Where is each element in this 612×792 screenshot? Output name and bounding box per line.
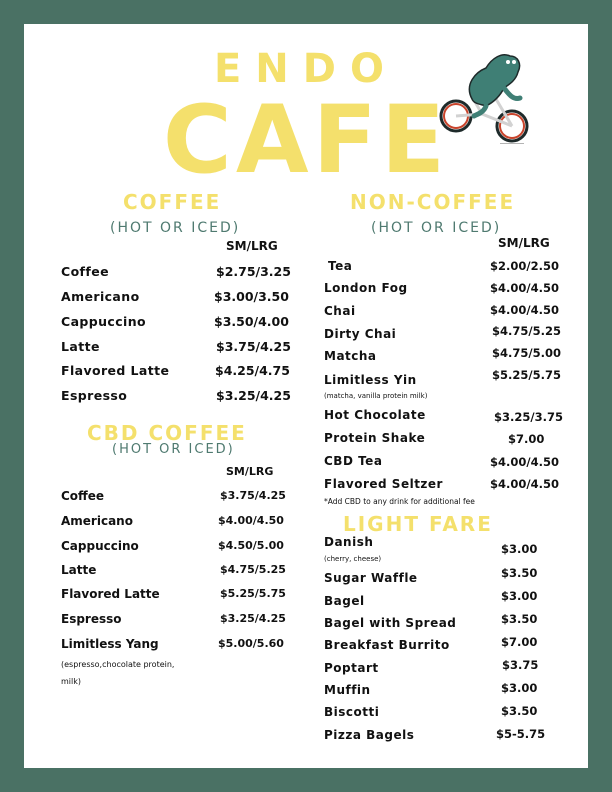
coffee-item-price: $3.00/3.50 (214, 289, 289, 304)
coffee-item-price: $3.75/4.25 (216, 339, 291, 354)
coffee-item-name: Latte (61, 339, 100, 354)
cbd-coffee-size-header: SM/LRG (226, 465, 274, 478)
light-fare-item-name: Sugar Waffle (324, 571, 418, 585)
cbd-item-name: Cappuccino (61, 539, 139, 553)
light-fare-title: LIGHT FARE (343, 512, 493, 536)
cbd-item-name: Flavored Latte (61, 587, 160, 601)
non-coffee-item-name: London Fog (324, 281, 408, 295)
cbd-coffee-title: CBD COFFEE (87, 421, 247, 445)
sloth-on-bicycle-icon (434, 44, 534, 144)
cbd-item-price: $3.75/4.25 (220, 489, 286, 502)
cbd-item-price: $5.00/5.60 (218, 637, 284, 650)
non-coffee-item-name: Dirty Chai (324, 327, 397, 341)
brand-endo: ENDO (213, 46, 398, 92)
light-fare-item-name: Pizza Bagels (324, 728, 415, 742)
light-fare-item-name: Danish (324, 535, 374, 549)
coffee-size-header: SM/LRG (226, 239, 278, 253)
non-coffee-item-note: (matcha, vanilla protein milk) (324, 392, 428, 400)
light-fare-item-price: $3.00 (501, 542, 538, 556)
light-fare-item-price: $7.00 (501, 635, 538, 649)
cbd-item-price: $3.25/4.25 (220, 612, 286, 625)
coffee-item-name: Cappuccino (61, 314, 146, 329)
coffee-title: COFFEE (123, 190, 222, 214)
cbd-item-name: Coffee (61, 489, 105, 503)
light-fare-item-price: $3.00 (501, 681, 538, 695)
light-fare-item-price: $3.50 (501, 612, 538, 626)
light-fare-item-price: $3.50 (501, 704, 538, 718)
non-coffee-item-name: Tea (328, 259, 353, 273)
coffee-subtitle: (HOT OR ICED) (110, 220, 241, 236)
non-coffee-item-name: Matcha (324, 349, 377, 363)
non-coffee-item-price: $7.00 (508, 432, 545, 446)
non-coffee-item-name: Flavored Seltzer (324, 477, 443, 491)
light-fare-item-note: (cherry, cheese) (324, 555, 382, 563)
cbd-item-note: milk) (61, 677, 81, 686)
coffee-item-name: Flavored Latte (61, 363, 170, 378)
coffee-item-price: $2.75/3.25 (216, 264, 291, 279)
cbd-item-name: Espresso (61, 612, 122, 626)
non-coffee-item-price: $4.00/4.50 (490, 303, 559, 317)
cbd-item-price: $4.00/4.50 (218, 514, 284, 527)
light-fare-item-price: $5-5.75 (496, 727, 546, 741)
menu-page (24, 24, 588, 768)
coffee-item-price: $4.25/4.75 (215, 363, 290, 378)
cbd-item-price: $4.75/5.25 (220, 563, 286, 576)
light-fare-item-name: Bagel with Spread (324, 616, 457, 630)
non-coffee-title: NON-COFFEE (350, 190, 516, 214)
coffee-item-price: $3.25/4.25 (216, 388, 291, 403)
cbd-item-name: Latte (61, 563, 97, 577)
non-coffee-size-header: SM/LRG (498, 236, 550, 250)
brand-cafe: CAFE (162, 86, 450, 195)
cbd-item-price: $4.50/5.00 (218, 539, 284, 552)
non-coffee-item-name: Chai (324, 304, 356, 318)
non-coffee-item-price: $4.75/5.25 (492, 324, 561, 338)
coffee-item-name: Americano (61, 289, 140, 304)
cbd-item-name: Limitless Yang (61, 637, 159, 651)
non-coffee-item-price: $4.75/5.00 (492, 346, 561, 360)
non-coffee-subtitle: (HOT OR ICED) (371, 220, 502, 236)
coffee-item-name: Coffee (61, 264, 109, 279)
cbd-item-note: (espresso,chocolate protein, (61, 660, 175, 669)
light-fare-item-name: Poptart (324, 661, 379, 675)
light-fare-item-price: $3.50 (501, 566, 538, 580)
non-coffee-item-name: CBD Tea (324, 454, 383, 468)
coffee-item-name: Espresso (61, 388, 128, 403)
non-coffee-item-name: Limitless Yin (324, 373, 417, 387)
non-coffee-item-price: $4.00/4.50 (490, 477, 559, 491)
light-fare-item-name: Breakfast Burrito (324, 638, 450, 652)
non-coffee-item-name: Protein Shake (324, 431, 426, 445)
non-coffee-item-price: $4.00/4.50 (490, 281, 559, 295)
light-fare-item-price: $3.75 (502, 658, 539, 672)
non-coffee-item-price: $5.25/5.75 (492, 368, 561, 382)
light-fare-item-name: Bagel (324, 594, 365, 608)
cbd-coffee-subtitle: (HOT OR ICED) (112, 442, 235, 457)
light-fare-item-name: Muffin (324, 683, 371, 697)
cbd-item-price: $5.25/5.75 (220, 587, 286, 600)
non-coffee-item-price: $2.00/2.50 (490, 259, 559, 273)
cbd-item-name: Americano (61, 514, 133, 528)
light-fare-item-name: Biscotti (324, 705, 380, 719)
non-coffee-footnote: *Add CBD to any drink for additional fee (324, 497, 475, 506)
coffee-item-price: $3.50/4.00 (214, 314, 289, 329)
light-fare-item-price: $3.00 (501, 589, 538, 603)
non-coffee-item-name: Hot Chocolate (324, 408, 426, 422)
non-coffee-item-price: $4.00/4.50 (490, 455, 559, 469)
non-coffee-item-price: $3.25/3.75 (494, 410, 563, 424)
